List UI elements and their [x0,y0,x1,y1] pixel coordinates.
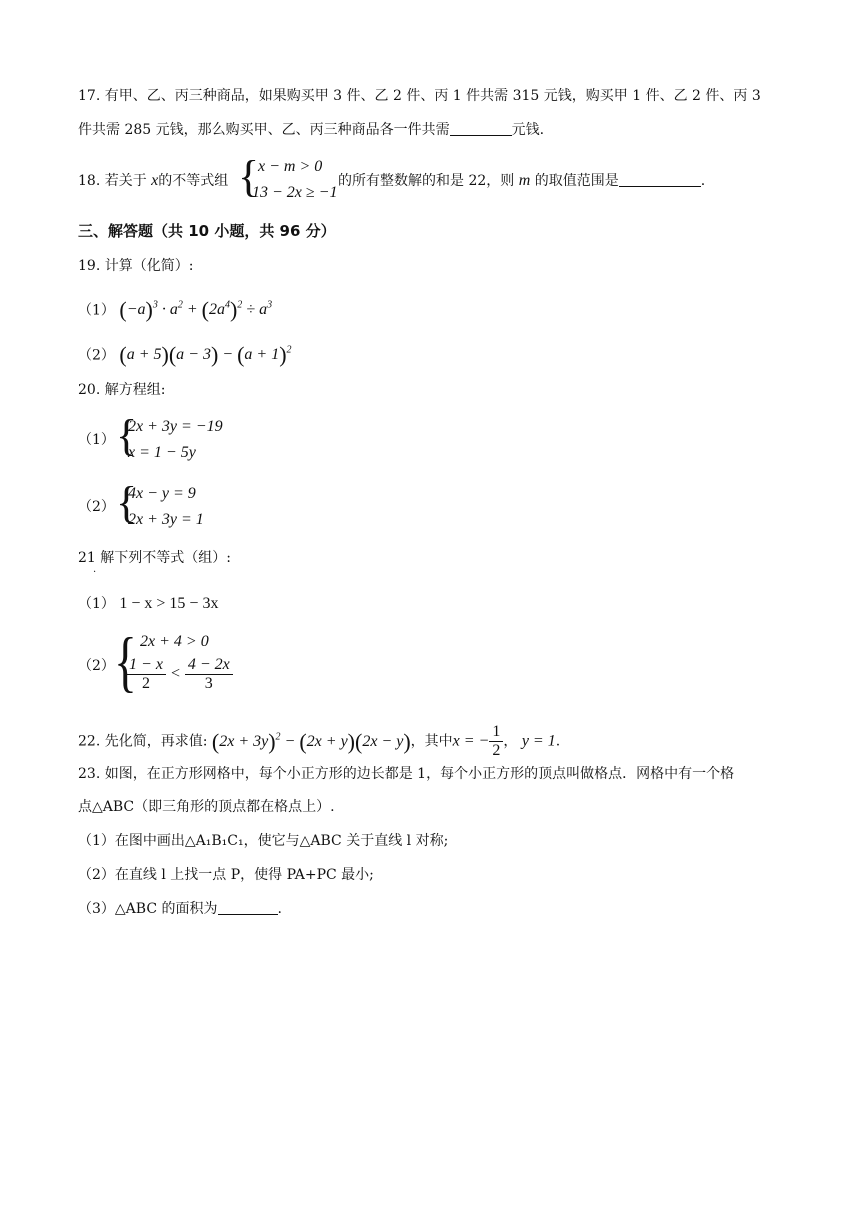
q19-title: 19. 计算（化简）: [78,258,194,274]
q17-line2 [78,120,544,140]
q18-brace: { [238,152,260,201]
q21-dot: . [93,564,97,575]
q21-frac1-den: 2 [142,675,150,692]
q21-part2-row1: 2x + 4 > 0 [140,633,209,650]
q18-row2: 13 − 2x ≥ −1 [252,184,338,201]
q17-line2-text: 件共需 285 元钱，那么购买甲、乙、丙三种商品各一件共需 [78,122,450,138]
q21-part2-label: （2） [78,658,115,674]
q21-frac1 [126,656,166,693]
q22-prefix: 22. 先化简，再求值: [78,733,208,750]
q21-frac2-num: 4 − 2x [187,656,230,673]
q21-part2-brace: { [114,623,137,699]
q19-part2-label: （2） [78,347,115,364]
q18-end: . [700,173,706,189]
q21-part1-expr: 1 − x > 15 − 3x [119,595,219,612]
q19-part1-label: （1） [78,302,115,319]
q20-part2-brace: { [116,478,138,527]
q22-x-eq: x = − [452,732,490,750]
q23-line2: 点△ABC（即三角形的顶点都在格点上）. [78,799,335,815]
q17-line2-end: 元钱. [511,122,545,138]
q19-part1-expr: $(-a)^3 \cdot a^2 + (2a^4)^2 \div a^3$ [119,297,273,323]
q20-part1-label: （1） [78,432,115,448]
q18-suffix-text: 的所有整数解的和是 22，则 [338,173,515,189]
q22-end: . [555,733,561,750]
q20-part1-brace: { [116,411,138,460]
q18-var-m: m [518,172,531,189]
q21-part1-label: （1） [78,596,115,612]
q21-part1 [78,594,218,614]
q20-part1-row2: x = 1 − 5y [128,444,196,461]
q22-line [78,723,560,760]
q21-part2-row2 [126,656,233,693]
q20-part1-row1: 2x + 3y = −19 [128,418,223,435]
q22-comma: ， [503,733,518,750]
q18-row1: x − m > 0 [258,158,323,175]
q17-answer-blank [450,121,512,136]
q18-var-x: x [151,172,159,189]
q21-frac2 [185,656,233,693]
q22-half-num: 1 [492,723,501,740]
q22-expr: $(2x + 3y)^2 - (2x + y)(2x - y)$ [211,728,411,754]
q21-title [78,548,231,568]
q23-part2: （2）在直线 l 上找一点 P，使得 PA+PC 最小; [78,867,374,883]
q18-answer-blank [619,172,701,187]
q20-part2-row1: 4x − y = 9 [128,485,196,502]
q23-part1: （1）在图中画出△A₁B₁C₁，使它与△ABC 关于直线 l 对称; [78,833,449,849]
q22-y-eq: y = 1 [521,732,556,750]
q22-half [489,723,503,760]
q19-part2 [78,341,292,368]
q20-part2-row2: 2x + 3y = 1 [128,511,204,528]
q18-suffix-text-b: 的取值范围是 [534,173,619,189]
q18-prefix [78,171,228,191]
q18-mid-text: 的不等式组 [158,173,229,189]
q23-part3 [78,899,282,919]
q23-answer-blank [218,900,278,915]
q18-suffix [338,171,705,191]
q19-part1 [78,296,273,323]
q19-part2-expr: $(a + 5)(a - 3) - (a + 1)^2$ [119,342,292,368]
q21-lt: < [170,665,181,683]
q23-part3-text: （3）△ABC 的面积为 [78,901,218,917]
q21-frac1-num: 1 − x [129,656,163,673]
q22-half-den: 2 [492,742,501,759]
q21-title-text: 解下列不等式（组）: [100,550,231,566]
q23-line1: 23. 如图，在正方形网格中，每个小正方形的边长都是 1，每个小正方形的顶点叫做格点．网格中有一个格 [78,766,735,782]
q20-part2-label: （2） [78,499,115,515]
q18-prefix-text: 18. 若关于 [78,173,147,189]
q21-frac2-den: 3 [204,675,213,692]
q22-where: ，其中 [410,733,453,750]
q20-title: 20. 解方程组: [78,382,166,398]
q21-number: 21 [78,550,96,566]
section-3-heading: 三、解答题（共 10 小题，共 96 分） [78,222,336,240]
q17-line1: 17. 有甲、乙、丙三种商品，如果购买甲 3 件、乙 2 件、丙 1 件共需 315 元钱，购买甲 1 件、乙 2 件、丙 3 [78,88,761,104]
q23-part3-end: . [277,901,282,917]
